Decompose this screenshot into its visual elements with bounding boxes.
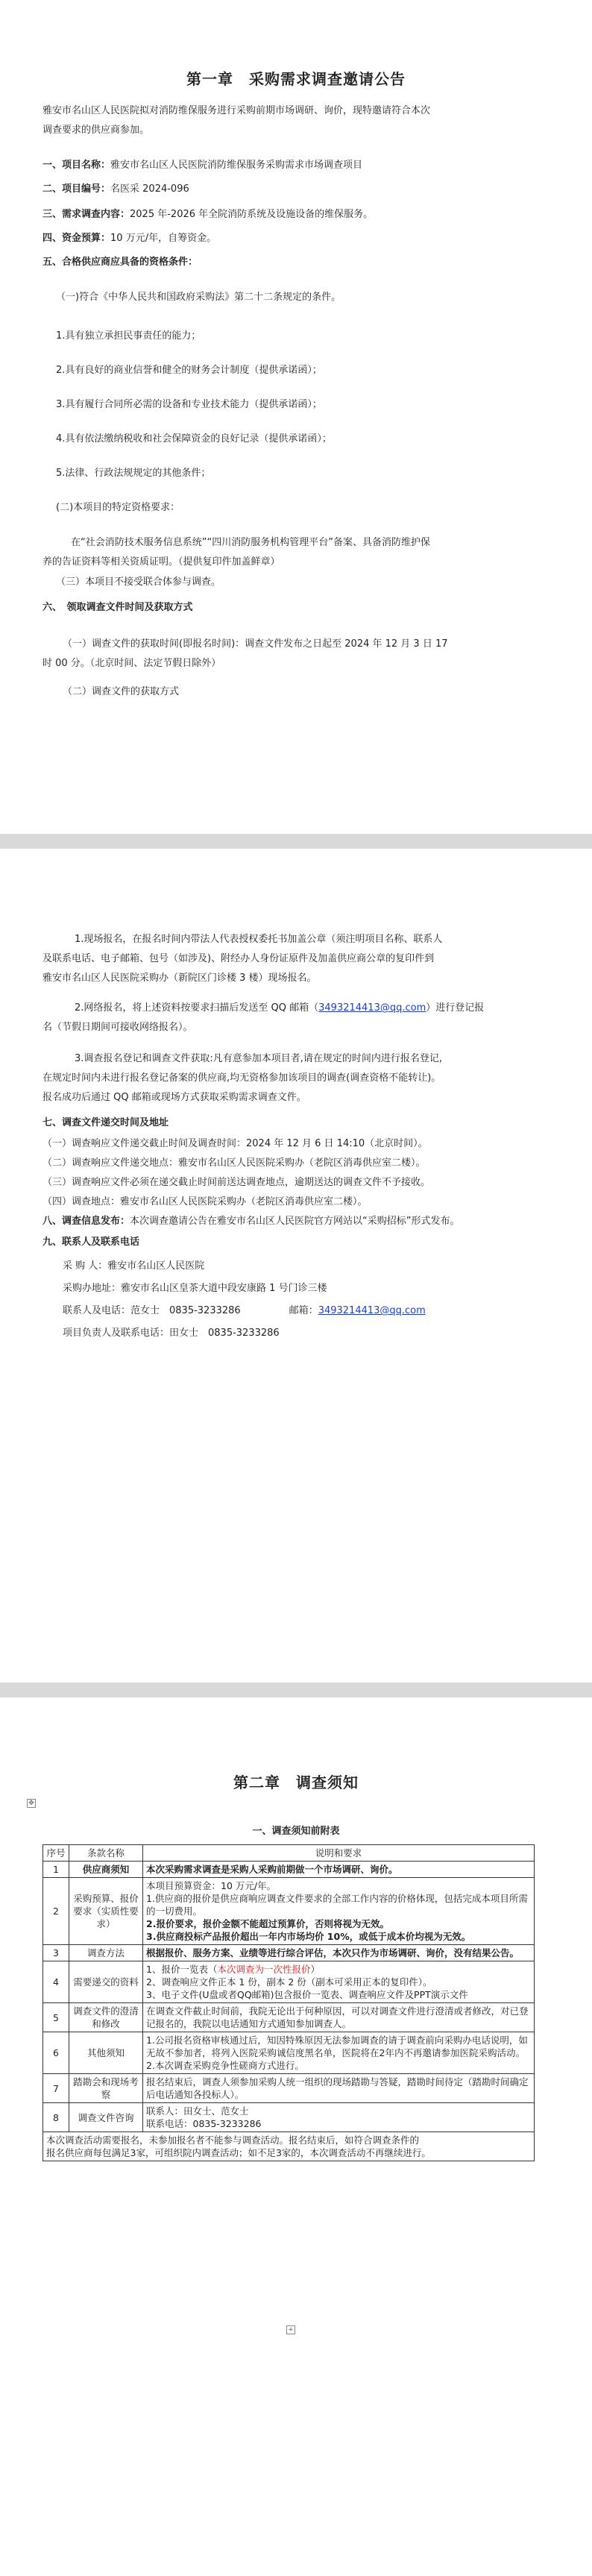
contact-person: 联系人及电话：范女士 0835-3233286 邮箱： (63, 1305, 318, 1316)
row-no: 8 (43, 2103, 69, 2132)
row-no: 3 (43, 1945, 69, 1961)
intro-line-1: 雅安市名山区人民医院拟对消防维保服务进行采购前期市场调研、询价，现特邀请符合本次 (42, 105, 431, 116)
section-7-item-2: （二）调查响应文件递交地点：雅安市名山区人民医院采购办（老院区消毒供应室二楼）。 (42, 1157, 426, 1169)
contact-person-row (63, 1305, 426, 1317)
row-no: 1 (43, 1862, 69, 1878)
row-name: 需要递交的资料 (69, 1961, 143, 2003)
row-desc (143, 1878, 535, 1945)
content-row (42, 209, 373, 221)
header-desc: 说明和要求 (143, 1845, 535, 1862)
table-row (43, 2003, 535, 2032)
reg-1a: 1.现场报名，在报名时间内带法人代表授权委托书加盖公章（须注明项目名称、联系人 (75, 934, 443, 945)
qualification-heading: 五、合格供应商应具备的资格条件： (42, 257, 198, 268)
req-b-line-1: 在“社会消防技术服务信息系统”“四川消防服务机构管理平台”备案、具备消防维护保 (71, 537, 430, 548)
row-name: 调查文件的澄清和修改 (69, 2003, 143, 2032)
req-a: （一)符合《中华人民共和国政府采购法》第二十二条规定的条件。 (56, 292, 341, 303)
desc-line: 3.供应商投标产品报价超出一年内市场均价 10%，或低于成本价均视为无效。 (146, 1931, 471, 1942)
table-caption: 一、调查须知前附表 (252, 1826, 340, 1837)
desc-text: 1、报价一览表（ (146, 1964, 218, 1975)
row-no: 4 (43, 1961, 69, 2003)
req-4: 4.具有依法缴纳税收和社会保障资金的良好记录（提供承诺函）； (56, 433, 332, 444)
section-6-item-1b: 时 00 分。（北京时间、法定节假日除外） (42, 658, 221, 669)
footnote-line: 报名供应商每包满足3家，可组织院内调查活动；如不足3家的，本次调查活动不再继续进行。 (46, 2147, 431, 2158)
instructions-table (42, 1844, 535, 2161)
reg-1b: 及联系电话、电子邮箱、包号（如涉及)、附经办人身份证原件及加盖供应商公章的复印件到 (42, 953, 435, 964)
section-8-label: 八、调查信息发布： (42, 1216, 130, 1227)
section-8-value: 本次调查邀请公告在雅安市名山区人民医院官方网站以“采购招标”形式发布。 (130, 1216, 460, 1227)
header-name: 条款名称 (69, 1845, 143, 1862)
desc-line: 1.公司报名资格审核通过后，知因特殊原因无法参加调查的请于调查前向采购办电话说明，如无故不参加者，将列入医院采购诚信度黑名单，医院将在2年内不再邀请参加医院采购活动。 (146, 2035, 528, 2058)
desc-line (146, 1963, 531, 1976)
table-row (43, 1878, 535, 1945)
footnote-line: 本次调查活动需要报名，未参加报名者不能参与调查活动。报名结束后，如符合调查条件的 (46, 2134, 420, 2146)
desc-line: 1.供应商的报价是供应商响应调查文件要求的全部工作内容的价格体现，包括完成本项目所需的一切费用。 (146, 1893, 528, 1917)
project-lead: 项目负责人及联系电话：田女士 0835-3233286 (63, 1328, 280, 1339)
desc-text: ） (310, 1964, 320, 1975)
reg-email-link[interactable]: 3493214413@qq.com (318, 1002, 426, 1014)
row-name: 采购预算、报价要求（实质性要求） (69, 1878, 143, 1945)
section-7-item-3: （三）调查响应文件必须在递交截止时间前送达调查地点，逾期送达的调查文件不予接收。 (42, 1177, 431, 1188)
section-8-row (42, 1216, 460, 1228)
chapter-1-title: 第一章 采购需求调查邀请公告 (186, 70, 406, 88)
section-7-heading: 七、调查文件递交时间及地址 (42, 1117, 169, 1128)
row-desc (143, 2103, 535, 2132)
desc-line: 2.本次调查采购竞争性磋商方式进行。 (146, 2060, 304, 2071)
row-desc (143, 2032, 535, 2074)
reg-2b: ）进行登记报 (426, 1002, 485, 1014)
reg-3b: 在规定时间内未进行报名登记备案的供应商,均无资格参加该项目的调查(调查资格不能转让)。 (42, 1072, 441, 1084)
table-move-handle-icon[interactable]: ✥ (27, 1799, 36, 1808)
reg-3a: 3.调查报名登记和调查文件获取:凡有意参加本项目者,请在规定的时间内进行报名登记, (75, 1053, 443, 1064)
table-row (43, 2032, 535, 2074)
table-row (43, 2132, 535, 2161)
row-name: 其他须知 (69, 2032, 143, 2074)
contact-email-link[interactable]: 3493214413@qq.com (318, 1305, 426, 1316)
req-1: 1.具有独立承担民事责任的能力； (56, 330, 201, 342)
table-header-row (43, 1845, 535, 1862)
budget-value: 10 万元/年，自筹资金。 (110, 233, 217, 244)
page-3 (0, 1697, 592, 2576)
req-b-line-2: 养的告证资料等相关资质证明。（提供复印件加盖鲜章） (42, 556, 280, 568)
table-row (43, 2074, 535, 2103)
contact-purchaser: 采 购 人：雅安市名山区人民医院 (63, 1260, 205, 1272)
project-number-row (42, 183, 189, 195)
row-name: 踏勘会和现场考察 (69, 2074, 143, 2103)
row-name: 调查方法 (69, 1945, 143, 1961)
contact-address: 采购办地址：雅安市名山区皇茶大道中段安康路 1 号门诊三楼 (63, 1283, 327, 1294)
page-1 (0, 0, 592, 834)
reg-2a-row (75, 1002, 484, 1014)
project-name-row (42, 160, 362, 172)
desc-line: 3、电子文件(U盘或者QQ邮箱)包含报价一览表、调查响应文件及PPT演示文件 (146, 1989, 468, 2000)
row-no: 6 (43, 2032, 69, 2074)
budget-label: 四、资金预算： (42, 233, 111, 244)
reg-2a: 2.网络报名，将上述资料按要求扫描后发送至 QQ 邮箱（ (75, 1002, 319, 1014)
section-7-item-1: （一）调查响应文件递交截止时间及调查时间：2024 年 12 月 6 日 14:10（北京时间）。 (42, 1138, 428, 1149)
table-row (43, 2103, 535, 2132)
row-no: 5 (43, 2003, 69, 2032)
desc-line: 联系电话：0835-3233286 (146, 2118, 262, 2129)
desc-line: 本项目预算资金：10 万元/年。 (146, 1880, 277, 1891)
desc-line: 联系人：田女士、范女士 (146, 2105, 249, 2117)
row-desc (143, 1961, 535, 2003)
reg-2c: 名（节假日期间可接收网络报名）。 (42, 1022, 193, 1033)
section-7-item-4: （四）调查地点：雅安市名山区人民医院采购办（老院区消毒供应室二楼）。 (42, 1196, 368, 1207)
req-2: 2.具有良好的商业信誉和健全的财务会计制度（提供承诺函）； (56, 365, 322, 376)
header-no: 序号 (43, 1845, 69, 1862)
row-desc: 报名结束后，调查人须参加采购人统一组织的现场踏勘与答疑，踏勘时间待定（踏勘时间确定后电话通知各投标人）。 (143, 2074, 535, 2103)
section-6-heading: 六、 领取调查文件时间及获取方式 (42, 602, 193, 613)
section-6-item-1a: （一）调查文件的获取时间(即报名时间)：调查文件发布之日起至 2024 年 12 月 3 日 17 (63, 638, 448, 650)
desc-red-note: 本次调查为一次性报价 (217, 1964, 311, 1975)
section-9-heading: 九、联系人及联系电话 (42, 1237, 140, 1248)
row-name: 调查文件咨询 (69, 2103, 143, 2132)
table-row (43, 1945, 535, 1961)
project-name-label: 一、项目名称： (42, 160, 111, 171)
table-footnote (43, 2132, 535, 2161)
project-number-value: 名医采 2024-096 (110, 183, 189, 195)
page-2 (0, 849, 592, 1683)
req-3: 3.具有履行合同所必需的设备和专业技术能力（提供承诺函）； (56, 399, 322, 410)
table-row (43, 1862, 535, 1878)
chapter-2-title: 第二章 调查须知 (233, 1774, 359, 1791)
req-c: （三）本项目不接受联合体参与调查。 (56, 577, 221, 588)
add-row-icon[interactable]: + (286, 2325, 295, 2334)
content-value: 2025 年-2026 年全院消防系统及设施设备的维保服务。 (130, 209, 374, 220)
reg-1c: 雅安市名山区人民医院采购办（新院区门诊楼 3 楼）现场报名。 (42, 973, 317, 984)
content-label: 三、需求调查内容： (42, 209, 130, 220)
project-number-label: 二、项目编号： (42, 183, 111, 195)
req-5: 5.法律、行政法规规定的其他条件； (56, 468, 211, 479)
row-desc: 根据报价、服务方案、业绩等进行综合评估，本次只作为市场调研、询价，没有结果公告。 (143, 1945, 535, 1961)
budget-row (42, 233, 216, 245)
intro-line-2: 调查要求的供应商参加。 (42, 125, 150, 136)
row-no: 7 (43, 2074, 69, 2103)
section-6-item-2: （二）调查文件的获取方式 (63, 686, 180, 697)
row-name: 供应商须知 (69, 1862, 143, 1878)
row-no: 2 (43, 1878, 69, 1945)
row-desc: 本次采购需求调查是采购人采购前期做一个市场调研、询价。 (143, 1862, 535, 1878)
reg-3c: 报名成功后通过 QQ 邮箱或现场方式获取采购需求调查文件。 (42, 1092, 306, 1103)
table-row (43, 1961, 535, 2003)
row-desc: 在调查文件截止时间前，我院无论出于何种原因，可以对调查文件进行澄清或者修改，对已登记报名的，我院以电话通知方式通知参加调查人。 (143, 2003, 535, 2032)
project-name-value: 雅安市名山区人民医院消防维保服务采购需求市场调查项目 (110, 160, 363, 171)
desc-line: 2、调查响应文件正本 1 份，副本 2 份（副本可采用正本的复印件）。 (146, 1976, 432, 1988)
req-b: (二)本项目的特定资格要求： (56, 502, 180, 513)
desc-line: 2.报价要求，报价金额不能超过预算价，否则将视为无效。 (146, 1918, 389, 1929)
